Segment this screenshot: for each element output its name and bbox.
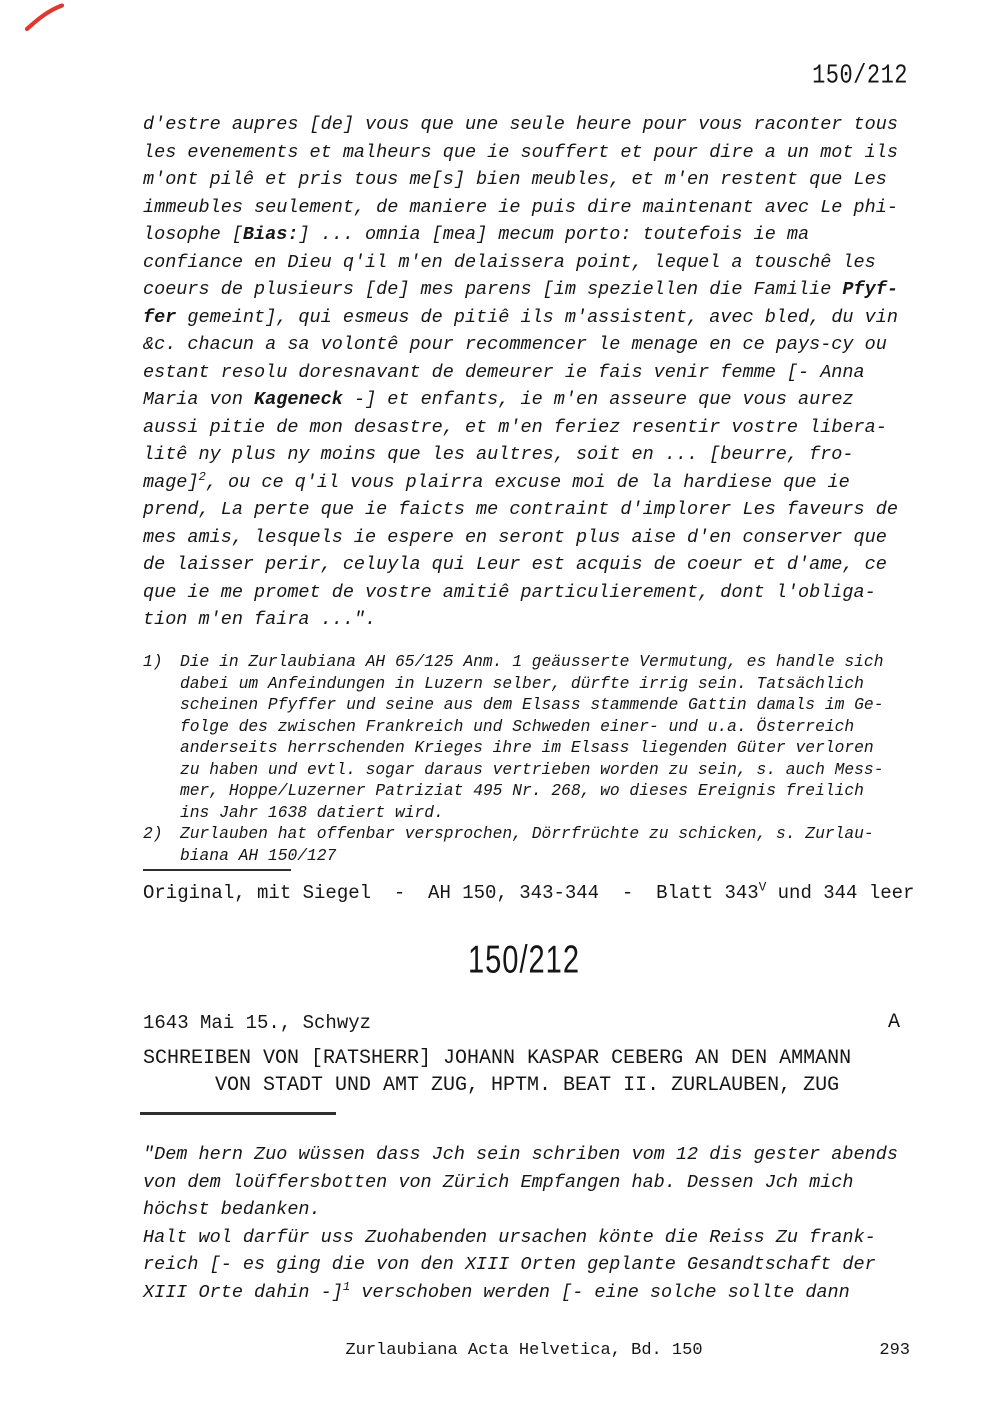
- text-line: d'estre aupres [de] vous que une seule heure pour vous raconter tous: [143, 114, 898, 135]
- text-line: mes amis, lesquels ie espere en seront plus aise d'en conserver que: [143, 526, 887, 548]
- text-line: Original, mit Siegel - AH 150, 343-344 - Blatt $343^V$ und 344 leer: [143, 880, 915, 904]
- text-line: confiance en Dieu q'il m'en delaissera point, lequel a touschê les: [143, 251, 876, 273]
- text-line: que ie me promet de vostre amitiê particulierement, dont l'obliga-: [143, 581, 876, 603]
- footnote-marker: 2): [143, 824, 163, 843]
- text-line: Zurlauben hat offenbar versprochen, Dörrfrüchte zu schicken, s. Zurlau-: [180, 824, 874, 843]
- text-line: estant resolu doresnavant de demeurer ie fais venir femme [- Anna: [143, 361, 865, 383]
- text-line: zu haben und evtl. sogar daraus vertrieben worden zu sein, s. auch Mess-: [180, 759, 884, 779]
- text-line: coeurs de plusieurs [de] mes parens [im speziellen die Familie Pfyf-: [143, 279, 898, 300]
- footer-series-title: Zurlaubiana Acta Helvetica, Bd. 150: [345, 1341, 703, 1360]
- text-line: losophe [Bias:] ... omnia [mea] mecum porto: toutefois ie ma: [143, 224, 810, 245]
- text-line: VON STADT UND AMT ZUG, HPTM. BEAT II. ZURLAUBEN, ZUG: [215, 1074, 840, 1097]
- footnote-marker: 1): [143, 652, 163, 671]
- text-line: m'ont pilê et pris tous me[s] bien meubles, et m'en restent que Les: [143, 169, 887, 190]
- footer-page-number: 293: [879, 1341, 910, 1360]
- text-line: biana AH 150/127: [180, 845, 337, 865]
- text-line: mage]$^2$, ou ce q'il vous plairra excuse moi de la hardiese que ie: [143, 469, 850, 493]
- text-line: de laisser perir, celuyla qui Leur est acquis de coeur et d'ame, ce: [143, 554, 887, 575]
- horizontal-rule: [140, 1112, 336, 1115]
- text-line: tion m'en faira ...".: [143, 609, 377, 630]
- text-line: prend, La perte que ie faicts me contraint d'implorer Les faveurs de: [143, 499, 898, 520]
- letter-body-text: [143, 111, 933, 634]
- text-line: anderseits herrschenden Krieges ihre im Elsass liegenden Güter verloren: [180, 738, 874, 757]
- entry-quote-text: [143, 1141, 943, 1306]
- text-line: Halt wol darfür uss Zuohabenden ursachen könte die Reiss Zu frank-: [143, 1226, 876, 1248]
- entry-title: [143, 1045, 851, 1099]
- text-line: mer, Hoppe/Luzerner Patriziat 495 Nr. 268, wo dieses Ereignis freilich: [180, 781, 864, 800]
- entry-section-number: 150/212: [467, 938, 580, 982]
- text-line: aussi pitie de mon desastre, et m'en feriez resentir vostre libera-: [143, 416, 887, 438]
- running-head-section-number: 150/212: [812, 61, 908, 91]
- footnotes-block: [143, 651, 933, 866]
- footnote-1: [143, 651, 933, 823]
- text-line: höchst bedanken.: [143, 1199, 321, 1220]
- text-line: immeubles seulement, de maniere ie puis dire maintenant avec Le phi-: [143, 196, 898, 218]
- footnote-2: [143, 823, 933, 866]
- text-line: Die in Zurlaubiana AH 65/125 Anm. 1 geäusserte Vermutung, es handle sich: [180, 652, 884, 671]
- text-line: "Dem hern Zuo wüssen dass Jch sein schriben vom 12 dis gester abends: [143, 1144, 898, 1165]
- text-line: Maria von Kageneck -] et enfants, ie m'en asseure que vous aurez: [143, 389, 854, 410]
- text-line: XIII Orte dahin -]$^1$ verschoben werden [- eine solche sollte dann: [143, 1279, 850, 1303]
- text-line: scheinen Pfyffer und seine aus dem Elsass stammende Gattin damals im Ge-: [180, 695, 884, 714]
- text-line: reich [- es ging die von den XIII Orten geplante Gesandtschaft der: [143, 1254, 876, 1275]
- text-line: les evenements et malheurs que ie souffert et pour dire a un mot ils: [143, 141, 898, 163]
- red-pen-mark: [24, 2, 66, 32]
- provenance-line: [143, 881, 914, 905]
- entry-siglum: A: [887, 1011, 900, 1034]
- text-line: ins Jahr 1638 datiert wird.: [180, 802, 444, 822]
- text-line: dabei um Anfeindungen in Luzern selber, dürfte irrig sein. Tatsächlich: [180, 673, 864, 693]
- text-line: fer gemeint], qui esmeus de pitiê ils m'assistent, avec bled, du vin: [143, 306, 898, 328]
- text-line: von dem loüffersbotten von Zürich Empfangen hab. Dessen Jch mich: [143, 1171, 854, 1193]
- text-line: folge des zwischen Frankreich und Schweden einer- und u.a. Österreich: [180, 716, 855, 736]
- text-line: &c. chacun a sa volontê pour recommencer le menage en ce pays-cy ou: [143, 334, 887, 355]
- entry-dateline: 1643 Mai 15., Schwyz: [143, 1012, 372, 1034]
- footnote-text: [180, 651, 883, 823]
- footnote-text: [180, 823, 874, 866]
- text-line: SCHREIBEN VON [RATSHERR] JOHANN KASPAR CEBERG AN DEN AMMANN: [143, 1047, 852, 1070]
- horizontal-rule: [143, 869, 291, 871]
- text-line: litê ny plus ny moins que les aultres, soit en ... [beurre, fro-: [143, 444, 854, 465]
